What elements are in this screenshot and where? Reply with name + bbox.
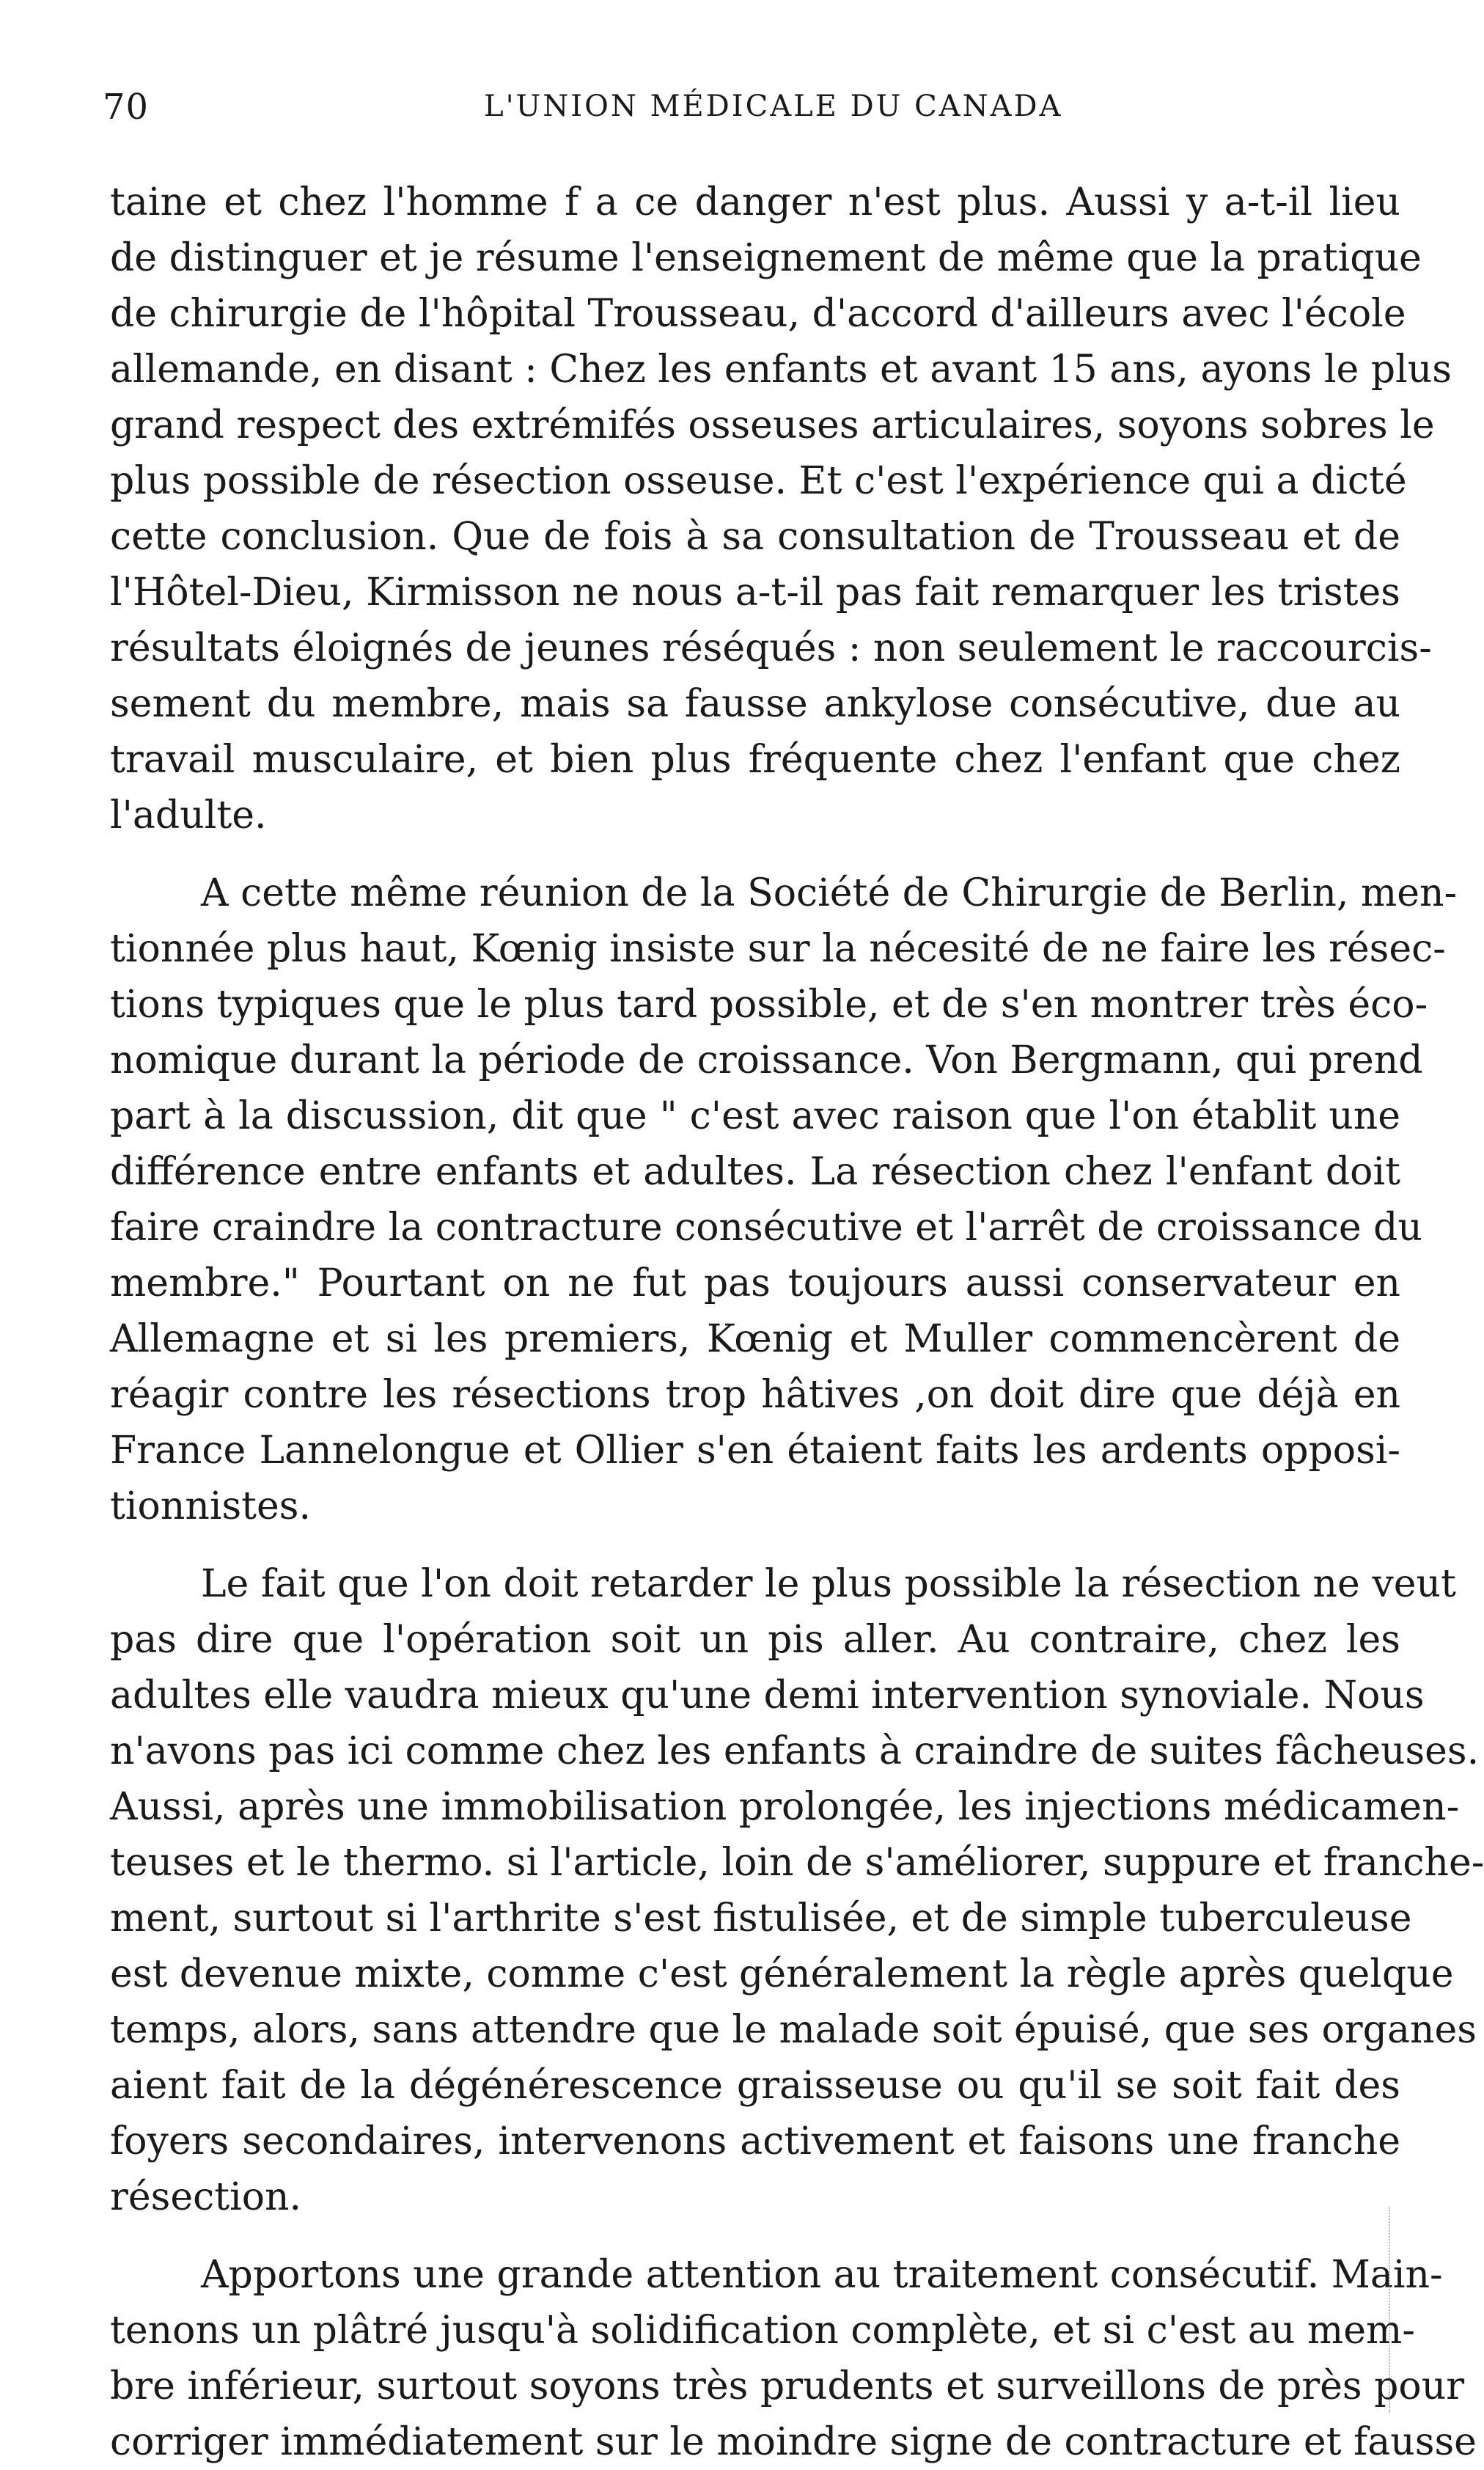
- text-line: France Lannelongue et Ollier s'en étaient faits les ardents opposi-: [110, 1429, 1400, 1473]
- text-line: foyers secondaires, intervenons activement et faisons une franche: [110, 2119, 1400, 2163]
- text-line: Aussi, après une immobilisation prolongée, les injections médicamen-: [110, 1785, 1460, 1829]
- text-line: faire craindre la contracture consécutive et l'arrêt de croissance du: [110, 1206, 1422, 1250]
- text-line: nomique durant la période de croissance. Von Bergmann, qui prend: [110, 1038, 1423, 1082]
- page-number: 70: [103, 87, 150, 128]
- text-line: est devenue mixte, comme c'est généralement la règle après quelque: [110, 1952, 1454, 1996]
- text-line: n'avons pas ici comme chez les enfants à craindre de suites fâcheuses.: [110, 1729, 1480, 1773]
- text-line: tionnée plus haut, Kœnig insiste sur la nécesité de ne faire les résec-: [110, 927, 1446, 971]
- text-line: l'Hôtel-Dieu, Kirmisson ne nous a-t-il pas fait remarquer les tristes: [110, 571, 1400, 615]
- text-line: résultats éloignés de jeunes réséqués : non seulement le raccourcis-: [110, 626, 1432, 670]
- text-line: tenons un plâtré jusqu'à solidification complète, et si c'est au mem-: [110, 2309, 1415, 2353]
- text-line: travail musculaire, et bien plus fréquente chez l'enfant que chez: [110, 738, 1400, 782]
- text-line: sement du membre, mais sa fausse ankylose consécutive, due au: [110, 682, 1400, 726]
- text-line: Allemagne et si les premiers, Kœnig et Muller commencèrent de: [110, 1317, 1400, 1361]
- text-line: cette conclusion. Que de fois à sa consultation de Trousseau et de: [110, 515, 1400, 559]
- text-line: tionnistes.: [110, 1484, 312, 1528]
- text-line: A cette même réunion de la Société de Chirurgie de Berlin, men-: [201, 871, 1458, 915]
- text-line: bre inférieur, surtout soyons très prudents et surveillons de près pour: [110, 2364, 1465, 2408]
- text-line: réagir contre les résections trop hâtives ,on doit dire que déjà en: [110, 1373, 1400, 1417]
- running-title: L'UNION MÉDICALE DU CANADA: [484, 89, 1063, 123]
- text-line: Le fait que l'on doit retarder le plus possible la résection ne veut: [201, 1562, 1456, 1606]
- text-line: taine et chez l'homme f a ce danger n'est plus. Aussi y a-t-il lieu: [110, 180, 1400, 224]
- page-header: [103, 87, 1396, 131]
- text-line: l'adulte.: [110, 794, 267, 838]
- text-line: ment, surtout si l'arthrite s'est fistulisée, et de simple tuberculeuse: [110, 1897, 1412, 1941]
- paragraph: [110, 2247, 1477, 2470]
- text-line: de chirurgie de l'hôpital Trousseau, d'accord d'ailleurs avec l'école: [110, 292, 1406, 336]
- text-line: temps, alors, sans attendre que le malade soit épuisé, que ses organes: [110, 2008, 1477, 2052]
- paragraph: [110, 175, 1452, 843]
- text-line: teuses et le thermo. si l'article, loin de s'améliorer, suppure et franche-: [110, 1841, 1484, 1885]
- body-text: [110, 175, 1484, 2470]
- text-line: plus possible de résection osseuse. Et c'est l'expérience qui a dicté: [110, 459, 1407, 503]
- text-line: aient fait de la dégénérescence graisseuse ou qu'il se soit fait des: [110, 2064, 1400, 2108]
- scan-edge-marks: [1389, 2207, 1419, 2413]
- text-line: adultes elle vaudra mieux qu'une demi intervention synoviale. Nous: [110, 1674, 1425, 1718]
- text-line: tions typiques que le plus tard possible, et de s'en montrer très éco-: [110, 983, 1428, 1027]
- text-line: part à la discussion, dit que " c'est avec raison que l'on établit une: [110, 1094, 1400, 1138]
- text-line: Apportons une grande attention au traitement consécutif. Main-: [201, 2253, 1443, 2297]
- paragraph: [110, 1556, 1484, 2225]
- text-line: allemande, en disant : Chez les enfants et avant 15 ans, ayons le plus: [110, 348, 1452, 392]
- text-line: grand respect des extrémifés osseuses articulaires, soyons sobres le: [110, 403, 1435, 447]
- paragraph: [110, 865, 1458, 1534]
- text-line: corriger immédiatement sur le moindre signe de contracture et fausse: [110, 2420, 1477, 2464]
- text-line: résection.: [110, 2175, 302, 2219]
- text-line: membre." Pourtant on ne fut pas toujours aussi conservateur en: [110, 1261, 1400, 1305]
- text-line: de distinguer et je résume l'enseignement de même que la pratique: [110, 236, 1422, 280]
- text-line: différence entre enfants et adultes. La résection chez l'enfant doit: [110, 1150, 1400, 1194]
- text-line: pas dire que l'opération soit un pis aller. Au contraire, chez les: [110, 1618, 1400, 1662]
